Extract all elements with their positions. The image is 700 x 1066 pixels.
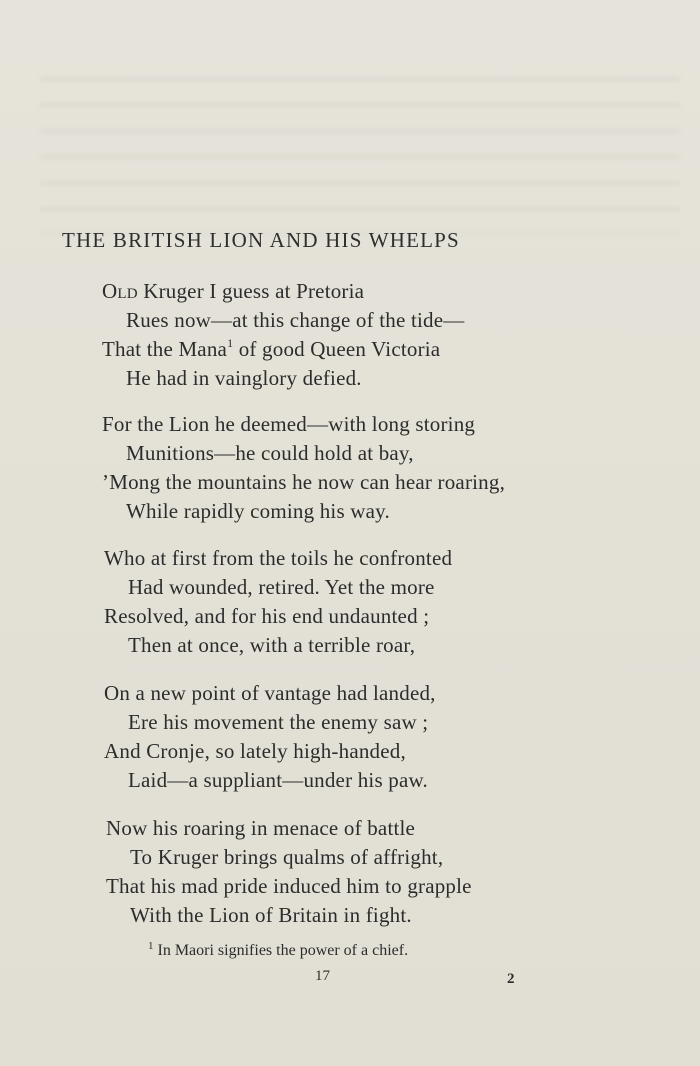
poem-line xyxy=(102,337,440,362)
poem-line: Had wounded, retired. Yet the more xyxy=(128,575,435,599)
poem-line: To Kruger brings qualms of affright, xyxy=(130,845,444,869)
poem-line: For the Lion he deemed—with long storing xyxy=(102,412,476,436)
signature-mark: 2 xyxy=(507,971,515,987)
poem-line: Then at once, with a terrible roar, xyxy=(128,633,416,657)
line-text: That the Mana xyxy=(102,337,228,361)
poem-line: He had in vainglory defied. xyxy=(126,366,362,390)
footnote-text: In Maori signifies the power of a chief. xyxy=(153,942,409,959)
line-text: of good Queen Victoria xyxy=(233,337,441,361)
footnote-reference: 1 xyxy=(227,336,234,350)
poem-line: Who at first from the toils he confronted xyxy=(104,546,453,570)
poem-line: Laid—a suppliant—under his paw. xyxy=(128,768,428,792)
poem-line: Ere his movement the enemy saw ; xyxy=(128,710,429,734)
poem-line: With the Lion of Britain in fight. xyxy=(130,903,412,927)
poem-line: That his mad pride induced him to grapple xyxy=(106,874,472,898)
poem-line: Resolved, and for his end undaunted ; xyxy=(104,604,430,628)
poem-line: ’Mong the mountains he now can hear roaring, xyxy=(102,470,506,494)
footnote xyxy=(148,942,408,960)
show-through-texture xyxy=(40,55,680,235)
line-text: Kruger I guess at Pretoria xyxy=(137,279,365,303)
poem-line: While rapidly coming his way. xyxy=(126,499,390,523)
page-number: 17 xyxy=(315,968,330,984)
poem-line: Rues now—at this change of the tide— xyxy=(126,308,465,332)
poem-title: THE BRITISH LION AND HIS WHELPS xyxy=(62,228,460,252)
poem-line: Munitions—he could hold at bay, xyxy=(126,441,414,465)
footnote-mark: 1 xyxy=(148,940,154,952)
poem-line: On a new point of vantage had landed, xyxy=(104,681,436,705)
poem-line: And Cronje, so lately high-handed, xyxy=(104,739,406,763)
poem-line xyxy=(102,279,364,304)
drop-word: Old xyxy=(102,279,138,303)
poem-line: Now his roaring in menace of battle xyxy=(106,816,416,840)
